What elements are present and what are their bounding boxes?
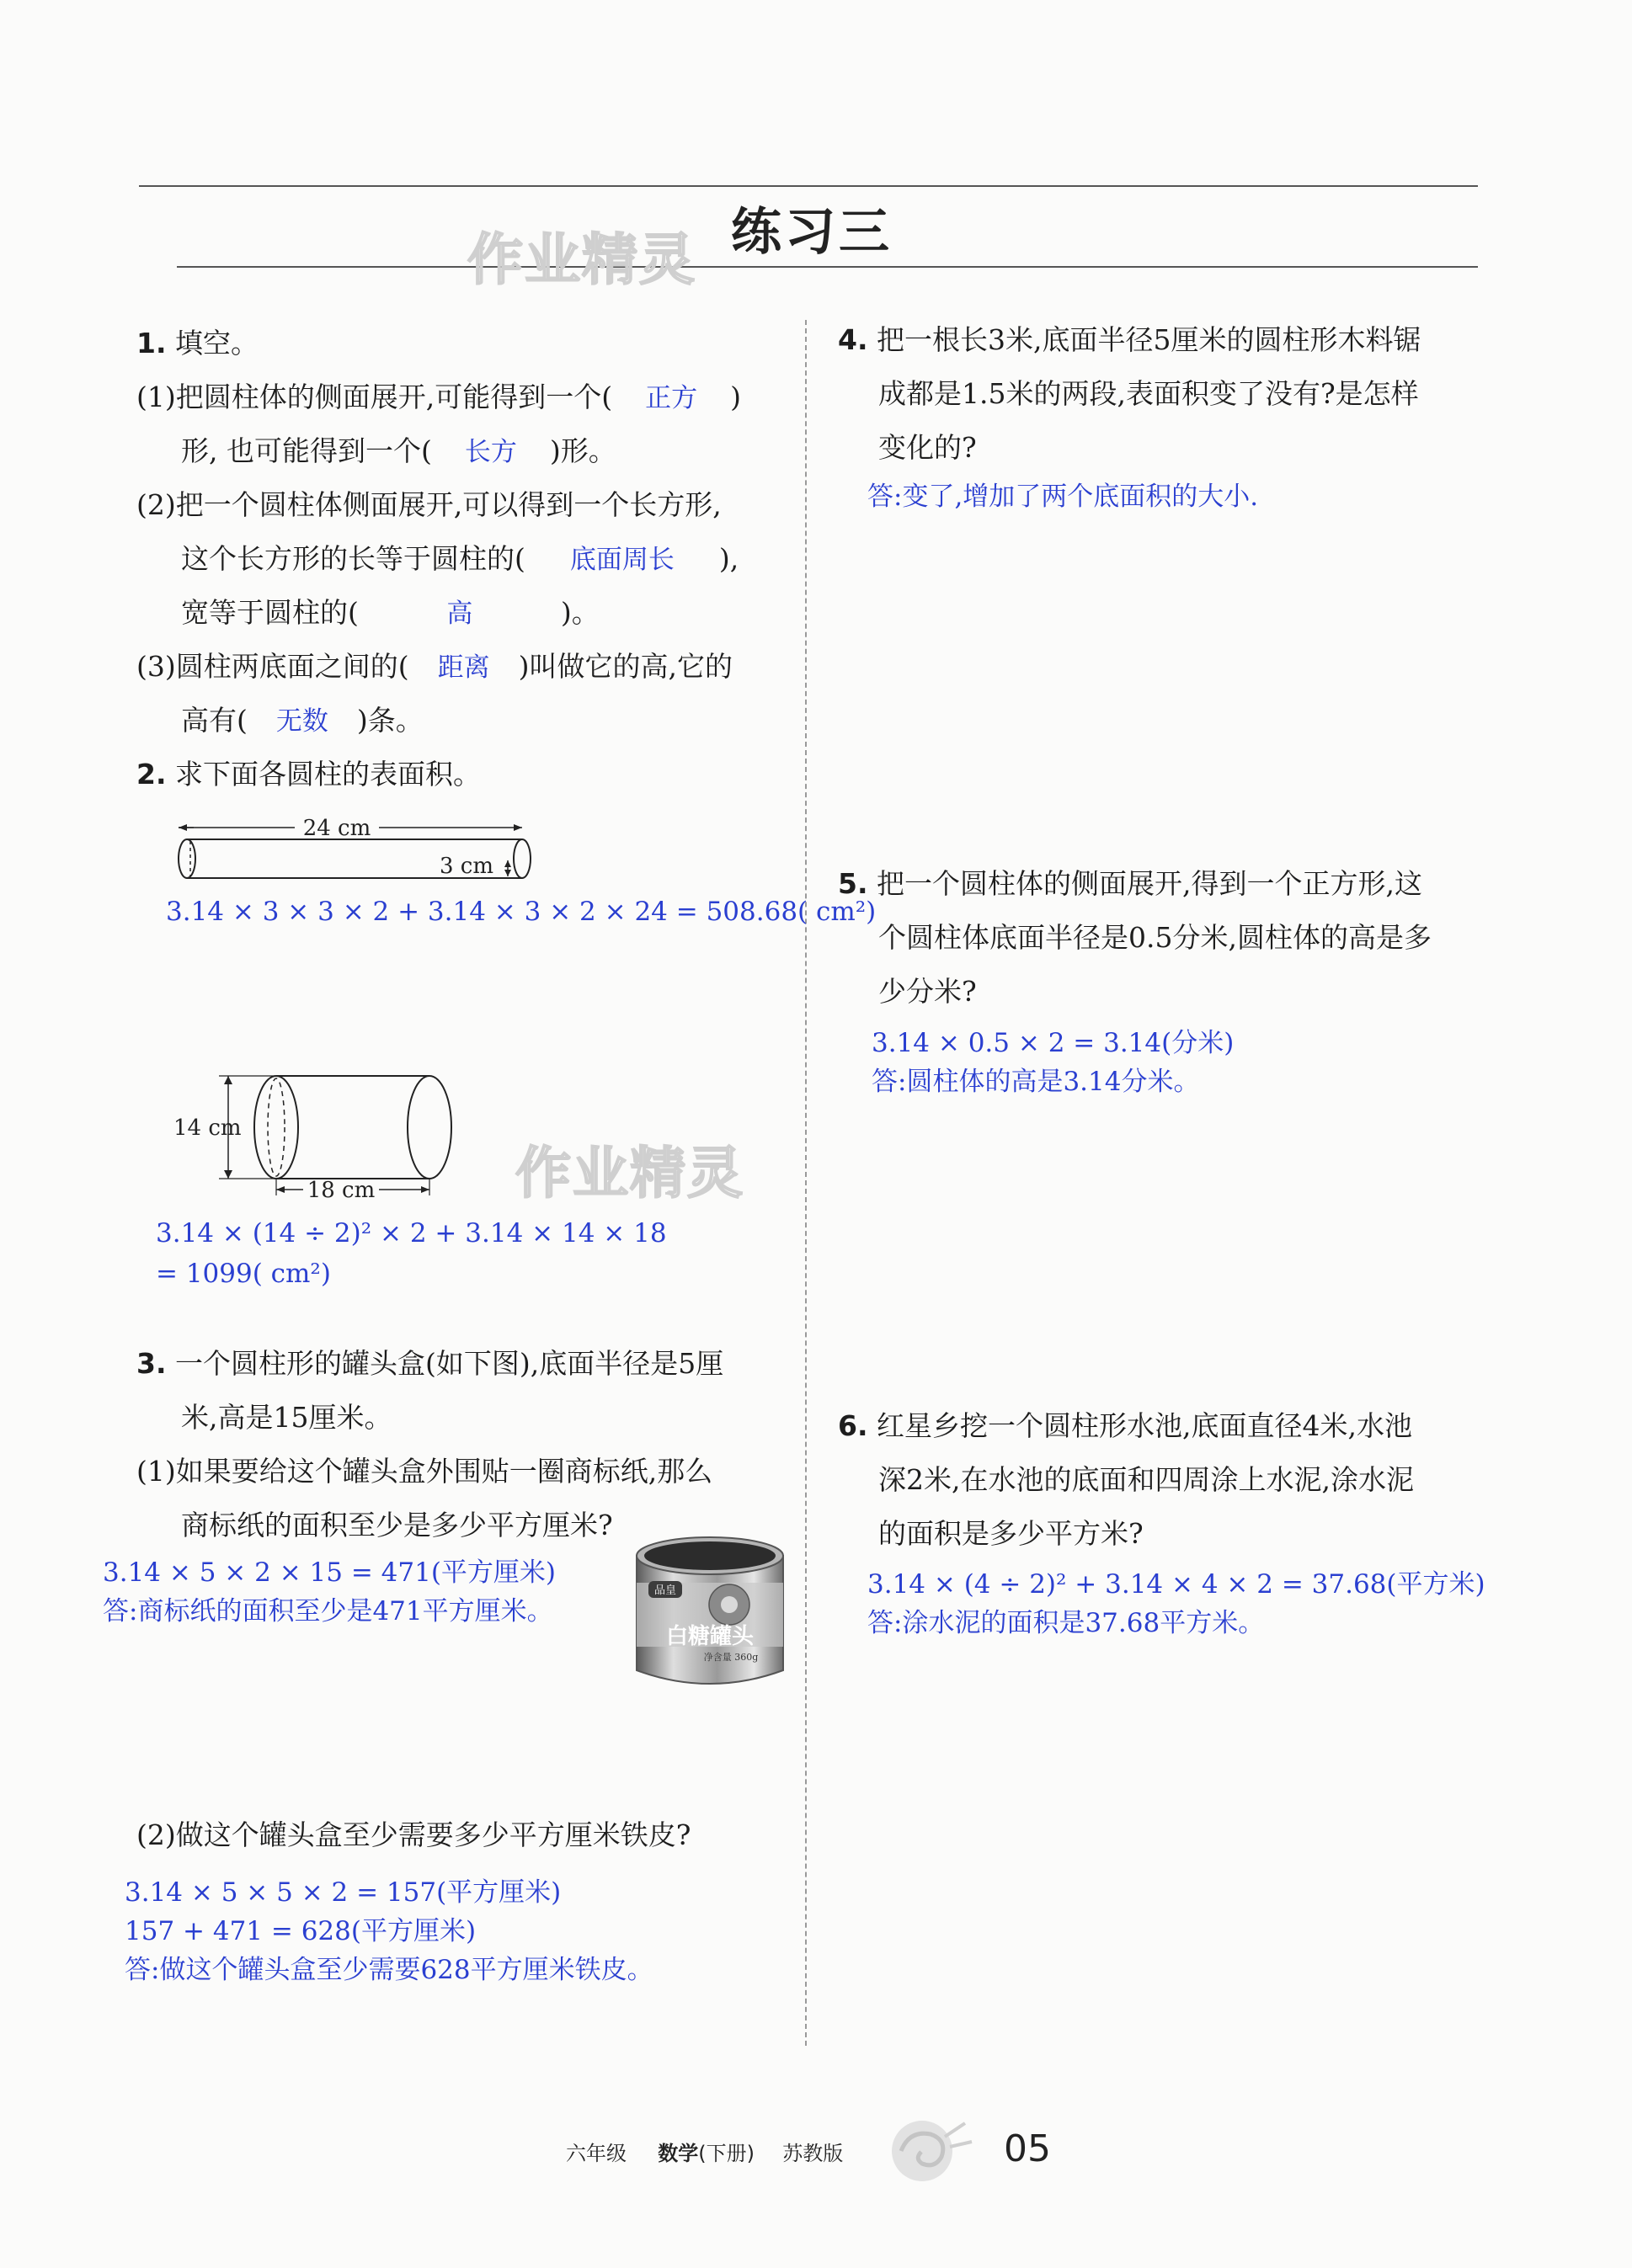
q4-text-1: 把一根长3米,底面半径5厘米的圆柱形木料锯 [877, 323, 1421, 356]
fig2-height-arrow-up [224, 1076, 232, 1084]
q1-p1-text-d: )形。 [549, 434, 616, 467]
can-top-lid [644, 1541, 776, 1570]
q1-part3-line1 [136, 645, 733, 684]
q4-number: 4. [838, 323, 868, 356]
q1-p3-answer-2: 无数 [275, 706, 328, 737]
q2-answer-2-line1: 3.14 × (14 ÷ 2)² × 2 + 3.14 × 14 × 18 [156, 1218, 667, 1248]
q1-p3-text-a: (3)圆柱两底面之间的( [136, 650, 409, 683]
can-brand: 品皇 [653, 1584, 677, 1597]
q6-answer-1: 3.14 × (4 ÷ 2)² + 3.14 × 4 × 2 = 37.68(平方米) [867, 1569, 1485, 1600]
q2-answer-2-line2: = 1099( cm²) [156, 1259, 331, 1289]
q1-part2-line2 [181, 537, 739, 577]
page-title: 练习三 [731, 203, 893, 262]
q1-part3-line2 [181, 699, 424, 738]
q3-part2-answer-2: 157 + 471 = 628(平方厘米) [125, 1916, 477, 1946]
q1-p2-text-b: 这个长方形的长等于圆柱的( [181, 542, 525, 575]
page-number: 05 [1004, 2127, 1051, 2170]
cylinder-figure-2 [168, 1061, 472, 1204]
q5-text-1: 把一个圆柱体的侧面展开,得到一个正方形,这 [877, 867, 1422, 900]
q2-heading [136, 753, 481, 792]
q3-part1-answer-1: 3.14 × 5 × 2 × 15 = 471(平方厘米) [103, 1557, 557, 1588]
q3-part2-question: (2)做这个罐头盒至少需要多少平方厘米铁皮? [136, 1818, 691, 1851]
cylinder-figure-1 [168, 804, 539, 888]
footer-swirl-icon [884, 2113, 977, 2189]
fig2-length-label: 18 cm [307, 1178, 376, 1203]
watermark-2: 作业精灵 [515, 1141, 744, 1206]
q1-p3-answer-1: 距离 [437, 652, 490, 683]
q1-part1-line1 [136, 375, 741, 415]
q1-p2-text-e: )。 [560, 596, 600, 629]
can-label-text: 白糖罐头 [665, 1624, 755, 1649]
q3-heading [136, 1342, 723, 1382]
q2-answer-1: 3.14 × 3 × 3 × 2 + 3.14 × 3 × 2 × 24 = 508.68( cm²) [166, 897, 877, 927]
q1-p1-text-b: ) [730, 381, 741, 413]
q3-part1-line1: (1)如果要给这个罐头盒外围贴一圈商标纸,那么 [136, 1455, 713, 1488]
header-rule-bottom [177, 266, 1478, 268]
footer-grade: 六年级 [566, 2142, 627, 2165]
q6-number: 6. [838, 1409, 868, 1442]
can-image [630, 1532, 790, 1694]
fig1-radius-label: 3 cm [440, 854, 494, 879]
can-flower-center [721, 1596, 738, 1613]
fig2-left-end [254, 1076, 298, 1179]
q3-text-line1: 一个圆柱形的罐头盒(如下图),底面半径是5厘 [175, 1347, 724, 1380]
fig1-left-end [179, 839, 195, 878]
q5-line3: 少分米? [878, 975, 977, 1008]
q2-text: 求下面各圆柱的表面积。 [175, 758, 481, 791]
q1-heading [136, 322, 259, 361]
q1-p2-text-d: 宽等于圆柱的( [181, 596, 359, 629]
fig1-radius-arrow-up [504, 860, 511, 867]
q3-part2-answer-1: 3.14 × 5 × 5 × 2 = 157(平方厘米) [125, 1877, 562, 1908]
fig1-arrow-right [514, 824, 522, 831]
q6-text-1: 红星乡挖一个圆柱形水池,底面直径4米,水池 [877, 1409, 1412, 1442]
q5-answer-2: 答:圆柱体的高是3.14分米。 [872, 1067, 1200, 1097]
fig1-length-label: 24 cm [302, 816, 371, 841]
q1-p1-text-c: 形, 也可能得到一个( [181, 434, 432, 467]
column-divider [805, 320, 807, 2046]
fig2-length-arrow-right [421, 1186, 429, 1193]
q1-p3-text-c: 高有( [181, 704, 248, 737]
fig1-right-end [514, 839, 531, 878]
q1-number: 1. [136, 327, 167, 359]
q6-line2: 深2米,在水池的底面和四周涂上水泥,涂水泥 [878, 1463, 1414, 1496]
q4-line2: 成都是1.5米的两段,表面积变了没有?是怎样 [878, 377, 1419, 410]
fig2-length-arrow-left [276, 1186, 285, 1193]
q1-p2-answer-1: 底面周长 [569, 545, 675, 575]
q4-line1 [838, 318, 1421, 358]
q1-part2-line1: (2)把一个圆柱体侧面展开,可以得到一个长方形, [136, 488, 722, 521]
q1-p2-text-c: ), [718, 542, 739, 575]
q1-p1-text-a: (1)把圆柱体的侧面展开,可能得到一个( [136, 381, 613, 413]
header-rule-top [139, 185, 1478, 187]
q1-part1-line2 [181, 429, 616, 469]
q5-number: 5. [838, 867, 868, 900]
watermark: 作业精灵 [467, 227, 696, 292]
q1-part2-line3 [181, 591, 600, 631]
fig2-height-label: 14 cm [173, 1115, 242, 1141]
fig2-right-end [408, 1076, 451, 1179]
q1-p1-answer-2: 长方 [464, 437, 517, 467]
q1-text: 填空。 [175, 327, 259, 359]
q5-line1 [838, 862, 1422, 902]
fig2-height-arrow-down [224, 1170, 232, 1179]
q4-answer: 答:变了,增加了两个底面积的大小. [867, 482, 1259, 512]
q6-line1 [838, 1404, 1412, 1444]
q3-number: 3. [136, 1347, 167, 1380]
q1-p1-answer-1: 正方 [645, 383, 698, 413]
q3-text-line2: 米,高是15厘米。 [181, 1401, 392, 1434]
q5-line2: 个圆柱体底面半径是0.5分米,圆柱体的高是多 [878, 921, 1432, 954]
q1-p3-text-d: )条。 [356, 704, 424, 737]
q2-number: 2. [136, 758, 167, 791]
footer-edition: 苏教版 [782, 2142, 844, 2165]
q6-line3: 的面积是多少平方米? [878, 1517, 1144, 1550]
fig2-hidden-edge [268, 1078, 285, 1176]
q3-part1-answer-2: 答:商标纸的面积至少是471平方厘米。 [103, 1596, 553, 1626]
q5-answer-1: 3.14 × 0.5 × 2 = 3.14(分米) [872, 1028, 1235, 1058]
can-net-weight: 净含量 360g [703, 1652, 759, 1663]
q1-p2-answer-2: 高 [446, 599, 473, 629]
footer-subject: 数学 [658, 2142, 699, 2165]
footer-volume: (下册) [698, 2142, 755, 2165]
fig1-radius-arrow-down [504, 870, 511, 876]
q1-p3-text-b: )叫做它的高,它的 [518, 650, 733, 683]
q4-line3: 变化的? [878, 431, 977, 464]
footer-info [566, 2137, 843, 2166]
q6-answer-2: 答:涂水泥的面积是37.68平方米。 [867, 1608, 1265, 1638]
q3-part1-line2: 商标纸的面积至少是多少平方厘米? [181, 1509, 613, 1541]
q3-part2-answer-3: 答:做这个罐头盒至少需要628平方厘米铁皮。 [125, 1955, 653, 1985]
